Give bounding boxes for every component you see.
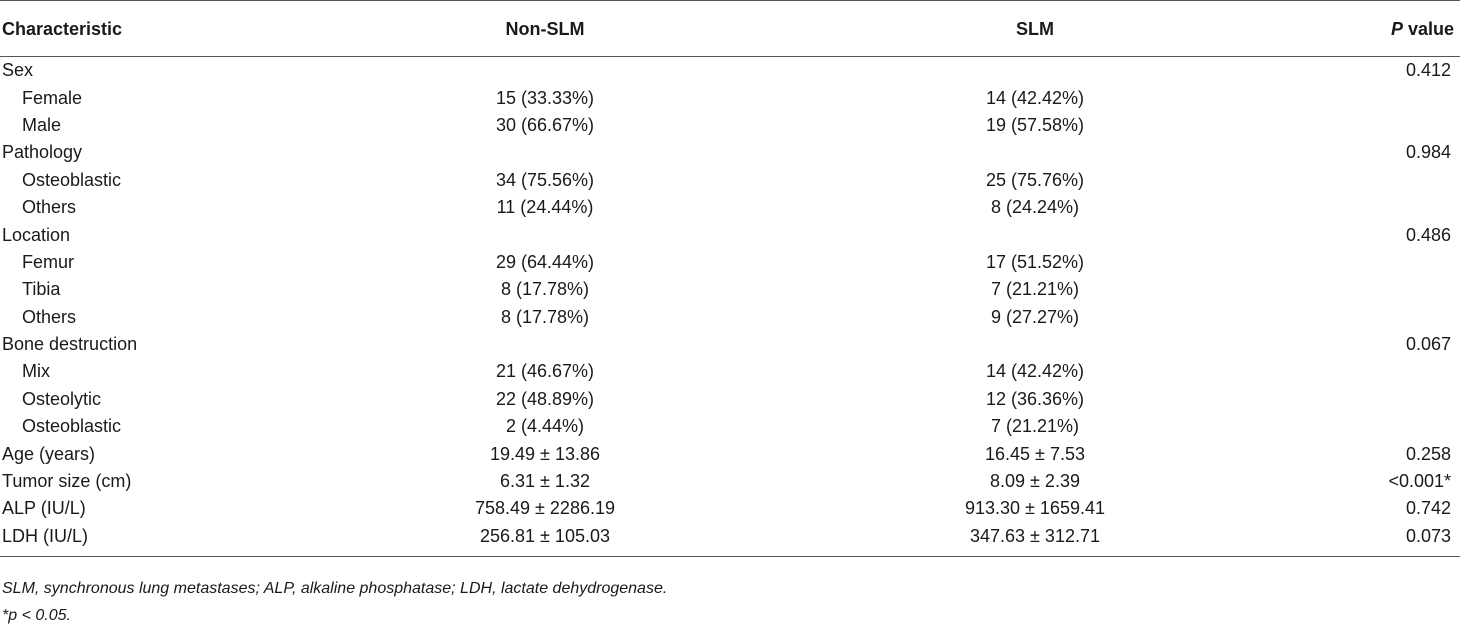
cell-non-slm: 6.31 ± 1.32 bbox=[500, 471, 590, 492]
cell-slm: 19 (57.58%) bbox=[985, 114, 1085, 135]
cell-p-value: 0.412 bbox=[1405, 60, 1451, 81]
header-non-slm: Non-SLM bbox=[330, 1, 740, 57]
cell-characteristic: Osteolytic bbox=[22, 388, 102, 409]
cell-characteristic: Femur bbox=[22, 251, 75, 272]
cell-slm: 16.45 ± 7.53 bbox=[985, 443, 1085, 464]
table-row bbox=[0, 166, 1460, 193]
cell-characteristic: Mix bbox=[22, 361, 50, 382]
table-row bbox=[0, 440, 1460, 467]
cell-characteristic: Others bbox=[22, 306, 77, 327]
cell-slm: 14 (42.42%) bbox=[985, 87, 1085, 108]
table-footnotes bbox=[2, 575, 667, 629]
cell-slm: 7 (21.21%) bbox=[990, 416, 1080, 437]
cell-non-slm: 256.81 ± 105.03 bbox=[330, 522, 740, 556]
cell-non-slm: 8 (17.78%) bbox=[500, 279, 590, 300]
cell-non-slm: 11 (24.44%) bbox=[496, 197, 594, 218]
cell-non-slm: 15 (33.33%) bbox=[495, 87, 595, 108]
cell-p-value bbox=[1330, 276, 1460, 303]
table-row bbox=[0, 330, 1460, 357]
cell-p-value: 0.742 bbox=[1405, 498, 1451, 519]
cell-non-slm bbox=[330, 330, 740, 357]
cell-characteristic: Tumor size (cm) bbox=[2, 471, 132, 492]
footnote-significance: *p < 0.05. bbox=[2, 607, 71, 624]
cell-slm: 8.09 ± 2.39 bbox=[990, 471, 1080, 492]
table-row bbox=[0, 495, 1460, 522]
header-p-value bbox=[1330, 1, 1460, 57]
footnote-abbreviations: SLM, synchronous lung metastases; ALP, alkaline phosphatase; LDH, lactate dehydrogenase. bbox=[2, 580, 668, 597]
cell-p-value bbox=[1330, 413, 1460, 440]
header-row bbox=[0, 1, 1460, 57]
cell-slm: 12 (36.36%) bbox=[985, 388, 1085, 409]
cell-characteristic: Tibia bbox=[22, 279, 61, 300]
cell-characteristic: Pathology bbox=[2, 142, 83, 163]
cell-slm: 14 (42.42%) bbox=[985, 361, 1085, 382]
cell-characteristic: Age (years) bbox=[2, 443, 96, 464]
cell-characteristic: LDH (IU/L) bbox=[0, 522, 330, 556]
cell-slm: 25 (75.76%) bbox=[985, 169, 1085, 190]
cell-characteristic: Female bbox=[22, 87, 83, 108]
cell-slm: 8 (24.24%) bbox=[990, 197, 1080, 218]
cell-slm bbox=[740, 57, 1330, 84]
cell-p-value bbox=[1330, 84, 1460, 111]
cell-non-slm: 2 (4.44%) bbox=[505, 416, 585, 437]
cell-non-slm: 21 (46.67%) bbox=[495, 361, 595, 382]
table-row bbox=[0, 193, 1460, 220]
cell-non-slm: 8 (17.78%) bbox=[500, 306, 590, 327]
table-body bbox=[0, 57, 1460, 557]
cell-characteristic: Male bbox=[22, 114, 62, 135]
cell-p-value: 0.984 bbox=[1405, 142, 1451, 163]
cell-slm bbox=[740, 139, 1330, 166]
cell-non-slm: 30 (66.67%) bbox=[495, 114, 595, 135]
cell-non-slm: 758.49 ± 2286.19 bbox=[474, 498, 615, 519]
table-row bbox=[0, 385, 1460, 412]
cell-p-value: 0.486 bbox=[1405, 224, 1451, 245]
cell-p-value: 0.073 bbox=[1330, 522, 1460, 556]
cell-characteristic: Location bbox=[2, 224, 71, 245]
cell-p-value bbox=[1330, 358, 1460, 385]
header-characteristic: Characteristic bbox=[0, 1, 330, 57]
cell-non-slm bbox=[330, 57, 740, 84]
cell-slm: 17 (51.52%) bbox=[985, 251, 1085, 272]
cell-characteristic: Sex bbox=[2, 60, 34, 81]
cell-non-slm: 34 (75.56%) bbox=[495, 169, 595, 190]
table-row bbox=[0, 358, 1460, 385]
cell-p-value bbox=[1330, 111, 1460, 138]
cell-non-slm bbox=[330, 221, 740, 248]
cell-characteristic: Osteoblastic bbox=[22, 169, 122, 190]
cell-slm: 7 (21.21%) bbox=[990, 279, 1080, 300]
cell-slm: 347.63 ± 312.71 bbox=[740, 522, 1330, 556]
table-row bbox=[0, 84, 1460, 111]
cell-p-value bbox=[1330, 193, 1460, 220]
header-slm: SLM bbox=[740, 1, 1330, 57]
cell-p-value bbox=[1330, 385, 1460, 412]
cell-characteristic: Bone destruction bbox=[2, 334, 138, 355]
cell-slm bbox=[740, 330, 1330, 357]
table-row bbox=[0, 57, 1460, 84]
table-row bbox=[0, 276, 1460, 303]
cell-p-value bbox=[1330, 166, 1460, 193]
cell-characteristic: Others bbox=[22, 197, 77, 218]
cell-slm: 913.30 ± 1659.41 bbox=[964, 498, 1105, 519]
cell-non-slm: 22 (48.89%) bbox=[495, 388, 595, 409]
cell-p-value bbox=[1330, 303, 1460, 330]
cell-non-slm: 29 (64.44%) bbox=[495, 251, 595, 272]
cell-non-slm bbox=[330, 139, 740, 166]
cell-p-value: 0.067 bbox=[1405, 334, 1451, 355]
cell-p-value bbox=[1330, 248, 1460, 275]
cell-characteristic: Osteoblastic bbox=[22, 416, 122, 437]
cell-slm bbox=[740, 221, 1330, 248]
cell-slm: 9 (27.27%) bbox=[990, 306, 1080, 327]
table-row bbox=[0, 413, 1460, 440]
header-p-italic: P bbox=[1390, 18, 1403, 39]
table-header bbox=[0, 1, 1460, 57]
table-row bbox=[0, 522, 1460, 556]
table-row bbox=[0, 139, 1460, 166]
table-row bbox=[0, 467, 1460, 494]
cell-characteristic: ALP (IU/L) bbox=[2, 498, 86, 519]
table-row bbox=[0, 303, 1460, 330]
cell-p-value: <0.001* bbox=[1388, 471, 1451, 492]
table-row bbox=[0, 111, 1460, 138]
table-row bbox=[0, 221, 1460, 248]
header-p-rest: value bbox=[1402, 18, 1454, 39]
table-row bbox=[0, 248, 1460, 275]
cell-non-slm: 19.49 ± 13.86 bbox=[490, 443, 600, 464]
cell-p-value: 0.258 bbox=[1405, 443, 1451, 464]
